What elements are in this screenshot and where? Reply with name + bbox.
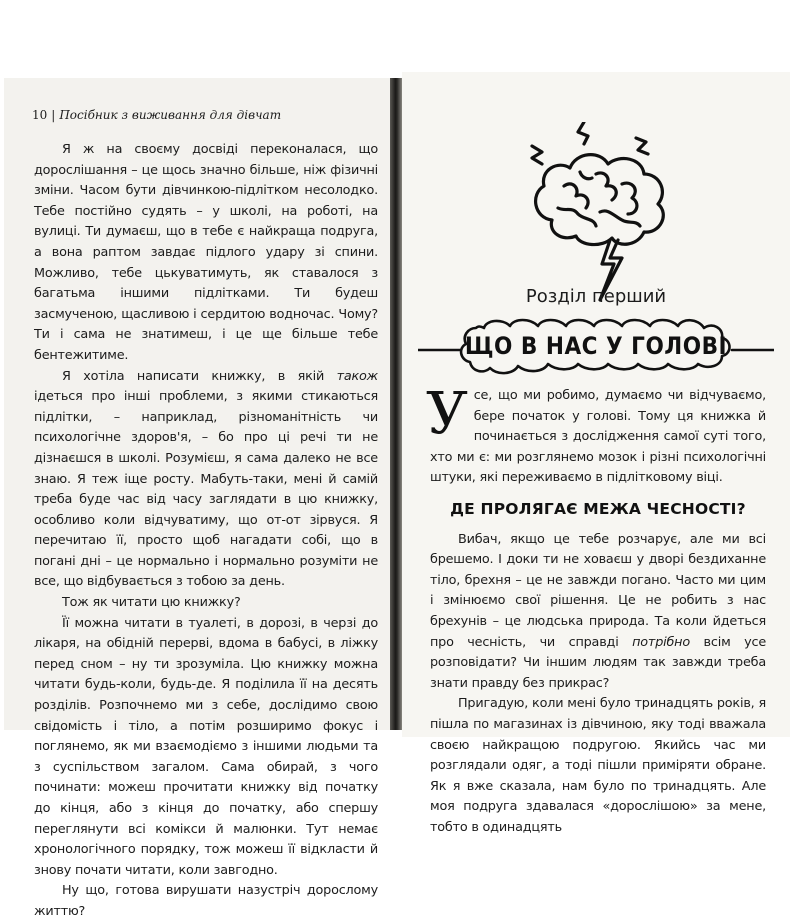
paragraph: Ну що, готова вирушати назустріч дорослому життю? [34,883,378,919]
drop-cap: У [426,379,468,447]
paragraph: Я ж на своєму досвіді переконалася, що дорослішання – це щось значно більше, ніж фізичні зміни. Часом бути дівчинкою-підлітком несолодко. Тебе постійно судять – у школі, на роботі, на вулиці. Ти думаєш, що в тебе є найкраща подруга, а вона раптом завдає підлого удару зі спини. Можливо, тебе цькуватимуть, як ставалося з багатьма іншими підлітками. Ти будеш засмученою, щасливою і сердитою водночас. Чому? Ти і сама не знатимеш, і це ще більше тебе бентежитиме. [34,142,378,363]
emphasis: також [336,368,378,384]
paragraph: Тож як читати цю книжку? [62,595,241,611]
chapter-label: Розділ перший [525,286,667,307]
paragraph: Пригадую, коли мені було тринадцять років, я пішла по магазинах із дівчиною, яку тоді вважала своєю найкращою подругою. Якийсь час ми розглядали одяг, а тоді пішли приміряти обране. Як я вже сказала, нам було по тринадцять. Але моя подруга здавалася «дорослішою» за мене, тобто в одинадцять [430,696,766,835]
paragraph: Вибач, якщо це тебе розчарує, але ми всі брешемо. І доки ти не ховаєш у дворі бездиханне тіло, брехня – це не завжди погано. Часто ми цим і змінюємо свої рішення. Це не робить з нас брехунів – це людська природа. Та коли йдеться про чесність, чи справді потрібно всім усе розповідати? Чи іншим людям так завжди треба знати правду без прикрас? [430,531,767,691]
section-heading: ДЕ ПРОЛЯГАЄ МЕЖА ЧЕСНОСТІ? [450,499,746,518]
paragraph: Я хотіла написати книжку, в якій також ідеться про інші проблеми, з якими стикаються підлітки, – наприклад, різноманітність чи психологічне здоров'я, – бо про ці речі ти не дізнаєшся в школі. Розумієш, я сама далеко не все знаю. Я теж іще росту. Мабуть-таки, мені й самій треба буде час від часу заглядати в цю книжку, особливо коли відчуватиму, що от-от зірвуся. Я перечитаю її, просто щоб нагадати собі, що в погані дні – це нормально і нормально розуміти не все, що відбувається з тобою за день. [34,368,378,590]
running-header [32,108,281,122]
right-page [402,72,790,835]
chapter-title-banner [418,308,774,388]
left-page [4,78,392,919]
header-separator: | [51,108,56,122]
running-title: Посібник з виживання для дівчат [59,108,282,122]
chapter-title: ЩО В НАС У ГОЛОВІ [464,332,728,360]
book-gutter [390,78,402,730]
emphasis: потрібно [632,634,690,650]
paragraph: Її можна читати в туалеті, в дорозі, в черзі до лікаря, на обідній перерві, вдома в бабусі, в ліжку перед сном – ну ти зрозуміла. Цю книжку можна читати будь-коли, будь-де. Я поділила її на десять розділів. Розпочнемо ми з себе, дослідимо свою свідомість і тіло, а потім розширимо фокус і поглянемо, як ми взаємодіємо з іншими людьми та з суспільством загалом. Сама обирай, з чого починати: можеш прочитати книжку від початку до кінця, або з кінця до початку, або спершу переглянути всі комікси й малюнки. Тут немає хронологічного порядку, тож можеш її відкласти й знову почати читати, коли завгодно. [34,615,378,878]
right-body-text [426,379,767,838]
page-number: 10 [32,108,48,122]
intro-paragraph: Усе, що ми робимо, думаємо чи відчуваємо, бере початок у голові. Тому ця книжка й починається з дослідження самої суті того, хто ми є: ми розглянемо мозок і різні психологічні штуки, які переживаємо в підлітковому віці. [426,379,766,486]
left-body-text [34,140,378,923]
